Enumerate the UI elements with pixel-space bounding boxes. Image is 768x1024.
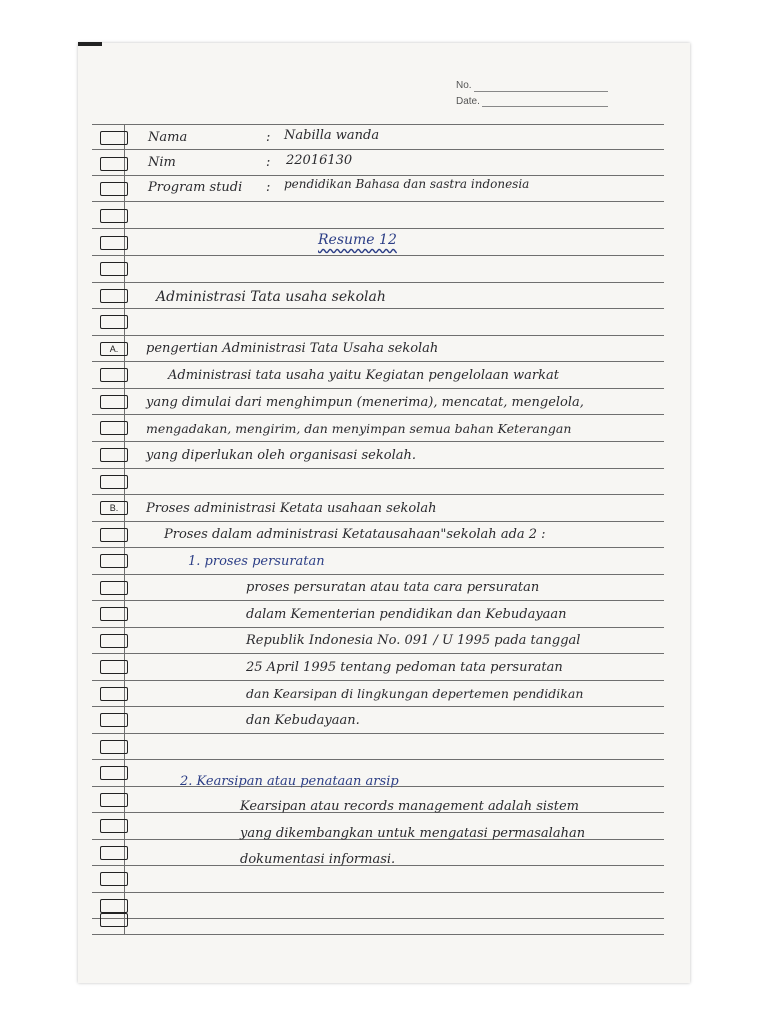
row-checkbox bbox=[100, 528, 128, 542]
section-a-line: yang dimulai dari menghimpun (menerima), mencatat, mengelola, bbox=[146, 395, 584, 410]
row-checkbox bbox=[100, 131, 128, 145]
section-a-line: mengadakan, mengirim, dan menyimpan semua bahan Keterangan bbox=[146, 421, 572, 436]
row-checkbox bbox=[100, 289, 128, 303]
row-checkbox bbox=[100, 475, 128, 489]
no-label: No. bbox=[456, 80, 472, 91]
row-checkbox bbox=[100, 395, 128, 409]
ruled-line bbox=[92, 759, 664, 760]
ruled-line bbox=[92, 308, 664, 309]
row-checkbox bbox=[100, 713, 128, 727]
row-checkbox bbox=[100, 687, 128, 701]
ruled-line bbox=[92, 388, 664, 389]
item1-line: dan Kearsipan di lingkungan depertemen pendidikan bbox=[246, 686, 584, 701]
item1-line: 25 April 1995 tentang pedoman tata persuratan bbox=[246, 660, 563, 675]
row-checkbox bbox=[100, 182, 128, 196]
row-checkbox bbox=[100, 448, 128, 462]
ruled-line bbox=[92, 335, 664, 336]
ruled-line bbox=[92, 175, 664, 176]
ruled-line bbox=[92, 282, 664, 283]
section-a-heading: pengertian Administrasi Tata Usaha sekolah bbox=[146, 341, 439, 356]
nim-separator: : bbox=[266, 155, 271, 170]
item1-line: dan Kebudayaan. bbox=[246, 713, 360, 728]
row-checkbox bbox=[100, 793, 128, 807]
name-separator: : bbox=[266, 130, 271, 145]
row-checkbox bbox=[100, 315, 128, 329]
row-checkbox bbox=[100, 660, 128, 674]
ruled-line bbox=[92, 201, 664, 202]
row-checkbox bbox=[100, 607, 128, 621]
ruled-line bbox=[92, 918, 664, 919]
ruled-line bbox=[92, 600, 664, 601]
topic-heading: Administrasi Tata usaha sekolah bbox=[156, 289, 386, 305]
item1-line: proses persuratan atau tata cara persuratan bbox=[246, 580, 540, 595]
item1-heading: 1. proses persuratan bbox=[188, 554, 325, 569]
row-checkbox-a: A. bbox=[100, 342, 128, 356]
row-checkbox bbox=[100, 766, 128, 780]
ruled-line bbox=[92, 441, 664, 442]
row-checkbox bbox=[100, 236, 128, 250]
row-checkbox bbox=[100, 819, 128, 833]
ruled-line bbox=[92, 521, 664, 522]
ruled-line bbox=[92, 653, 664, 654]
ruled-line bbox=[92, 892, 664, 893]
ruled-line bbox=[92, 680, 664, 681]
row-checkbox-b: B. bbox=[100, 501, 128, 515]
program-value: pendidikan Bahasa dan sastra indonesia bbox=[284, 177, 530, 191]
row-checkbox bbox=[100, 554, 128, 568]
ruled-line bbox=[92, 934, 664, 935]
nim-label: Nim bbox=[148, 155, 176, 170]
item2-line: yang dikembangkan untuk mengatasi permasalahan bbox=[240, 826, 586, 841]
ruled-line bbox=[92, 733, 664, 734]
row-checkbox bbox=[100, 899, 128, 913]
row-checkbox bbox=[100, 872, 128, 886]
row-checkbox bbox=[100, 740, 128, 754]
ruled-line bbox=[92, 255, 664, 256]
section-b-heading: Proses administrasi Ketata usahaan sekolah bbox=[146, 501, 437, 516]
no-line bbox=[474, 91, 608, 92]
row-checkbox bbox=[100, 913, 128, 927]
ruled-line bbox=[92, 228, 664, 229]
ruled-line bbox=[92, 627, 664, 628]
ruled-line bbox=[92, 547, 664, 548]
ruled-line bbox=[92, 414, 664, 415]
binding-edge bbox=[78, 42, 102, 46]
nim-value: 22016130 bbox=[286, 153, 353, 168]
row-checkbox bbox=[100, 421, 128, 435]
ruled-line bbox=[92, 361, 664, 362]
row-checkbox bbox=[100, 262, 128, 276]
section-b-intro: Proses dalam administrasi Ketatausahaan"sekolah ada 2 : bbox=[164, 527, 546, 542]
row-checkbox bbox=[100, 368, 128, 382]
row-checkbox bbox=[100, 846, 128, 860]
row-checkbox bbox=[100, 209, 128, 223]
ruled-line bbox=[92, 124, 664, 125]
date-line bbox=[482, 106, 608, 107]
item2-heading: 2. Kearsipan atau penataan arsip bbox=[180, 774, 399, 789]
ruled-line bbox=[92, 574, 664, 575]
ruled-line bbox=[92, 149, 664, 150]
row-checkbox bbox=[100, 634, 128, 648]
ruled-line bbox=[92, 494, 664, 495]
item1-line: Republik Indonesia No. 091 / U 1995 pada tanggal bbox=[246, 633, 581, 648]
program-label: Program studi bbox=[148, 180, 243, 195]
item1-line: dalam Kementerian pendidikan dan Kebudayaan bbox=[246, 607, 567, 622]
name-value: Nabilla wanda bbox=[284, 128, 380, 143]
program-separator: : bbox=[266, 180, 271, 195]
row-checkbox bbox=[100, 581, 128, 595]
row-checkbox bbox=[100, 157, 128, 171]
page-title: Resume 12 bbox=[318, 232, 397, 248]
item2-line: dokumentasi informasi. bbox=[240, 852, 396, 867]
section-a-line: Administrasi tata usaha yaitu Kegiatan pengelolaan warkat bbox=[168, 368, 559, 383]
ruled-line bbox=[92, 706, 664, 707]
date-label: Date. bbox=[456, 96, 480, 107]
item2-line: Kearsipan atau records management adalah sistem bbox=[240, 799, 579, 814]
ruled-line bbox=[92, 468, 664, 469]
section-a-line: yang diperlukan oleh organisasi sekolah. bbox=[146, 448, 416, 463]
name-label: Nama bbox=[148, 130, 188, 145]
